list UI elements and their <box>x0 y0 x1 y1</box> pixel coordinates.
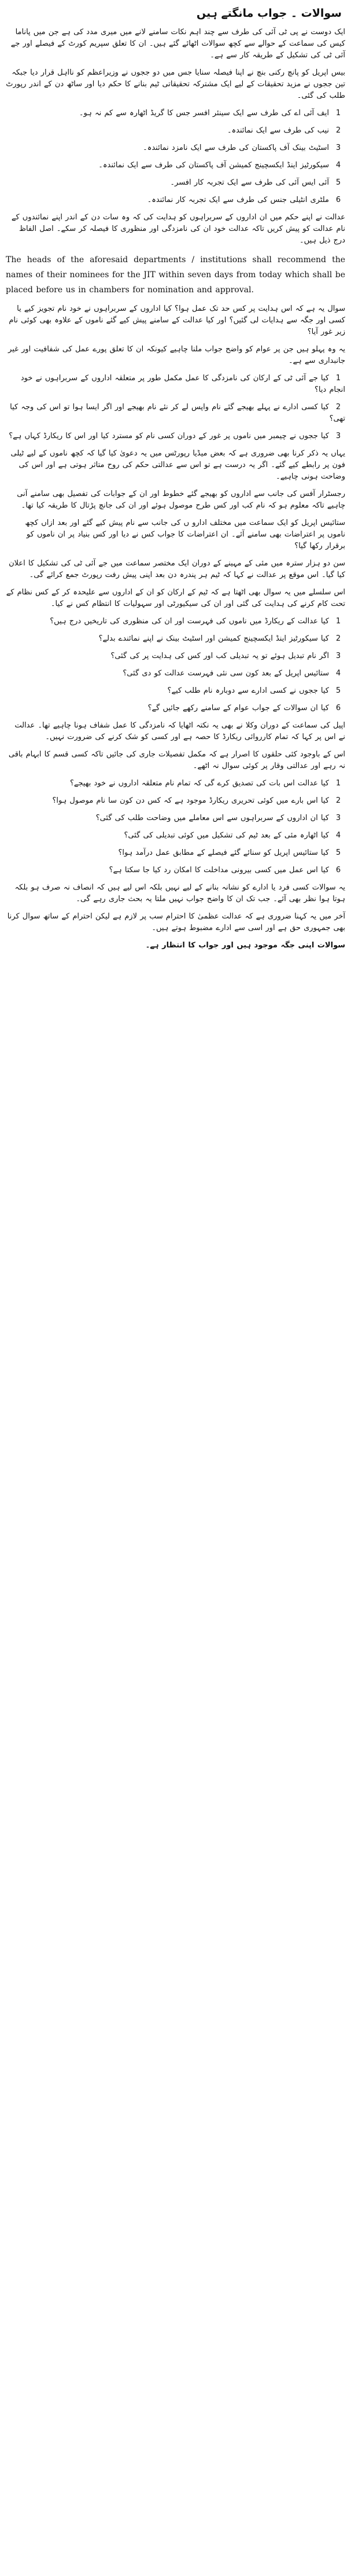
question-paragraph-1: سوال یہ ہے کہ اس ہدایت پر کس حد تک عمل ہوا؟ کیا اداروں کے سربراہوں نے خود نام تجویز کیے یا کسی اور جگہ سے ہدایات لی گئیں؟ اور کیا عدالت کے سامنے پیش کیے گئے ناموں کے علاوہ بھی کوئی نام زیر غور آیا؟ <box>9 304 345 336</box>
question-list-3 <box>6 778 345 876</box>
body-paragraph-1: یہاں یہ ذکر کرنا بھی ضروری ہے کہ بعض میڈیا رپورٹس میں یہ دعویٰ کیا گیا کہ کچھ ناموں کے لیے ٹیلی فون پر رابطے کیے گئے۔ اگر یہ درست ہے تو اس سے عدالتی حکم کی روح متاثر ہوتی ہے اور اس کی وضاحت ہونی چاہیے۔ <box>10 449 345 481</box>
item-text: کیا اٹھارہ مئی کے بعد ٹیم کی تشکیل میں کوئی تبدیلی کی گئی؟ <box>124 831 329 840</box>
item-text: کیا ان سوالات کے جواب عوام کے سامنے رکھے جائیں گے؟ <box>147 704 329 712</box>
question-paragraph-2: یہ وہ پہلو ہیں جن پر عوام کو واضح جواب ملنا چاہیے کیونکہ ان کا تعلق پورے عمل کی شفافیت اور غیر جانبداری سے ہے۔ <box>8 345 345 365</box>
item-text: کیا کسی ادارے نے پہلے بھیجے گئے نام واپس لے کر نئے نام بھیجے اور اگر ایسا ہوا تو اس کی وجہ کیا تھی؟ <box>10 403 345 423</box>
body-paragraph-2: رجسٹرار آفس کی جانب سے اداروں کو بھیجے گئے خطوط اور ان کے جوابات کی تفصیل بھی سامنے آنی چاہیے تاکہ معلوم ہو کہ نام کب اور کس طرح موصول ہوئے اور ان کی جانچ پڑتال کا طریقہ کیا تھا۔ <box>17 490 345 510</box>
item-text: کیا سیکورٹیز اینڈ ایکسچینج کمیشن اور اسٹیٹ بینک نے اپنے نمائندے بدلے؟ <box>98 634 329 643</box>
item-number: 1 <box>335 617 341 626</box>
item-text: سیکورٹیز اینڈ ایکسچینج کمیشن آف پاکستان کی طرف سے ایک نمائندہ۔ <box>98 161 329 170</box>
item-text: کیا ججوں نے چیمبر میں ناموں پر غور کے دوران کسی نام کو مسترد کیا اور اس کا ریکارڈ کہاں ہے؟ <box>9 432 329 440</box>
item-text: ملٹری انٹیلی جنس کی طرف سے ایک تجربہ کار نمائندہ۔ <box>147 196 329 204</box>
list-item <box>6 373 345 396</box>
item-text: کیا عدالت اس بات کی تصدیق کرے گی کہ تمام نام متعلقہ اداروں نے خود بھیجے؟ <box>69 779 329 788</box>
list-item <box>6 865 345 876</box>
closing-paragraph-1: یہ سوالات کسی فرد یا ادارے کو نشانہ بنانے کے لیے نہیں بلکہ اس لیے ہیں کہ انصاف نہ صرف ہو بلکہ ہوتا ہوا نظر بھی آئے۔ جب تک ان کا واضح جواب نہیں ملتا یہ بحث جاری رہے گی۔ <box>14 883 345 903</box>
item-text: کیا ان اداروں کے سربراہوں سے اس معاملے میں وضاحت طلب کی گئی؟ <box>95 814 329 822</box>
item-text: کیا عدالت کے ریکارڈ میں ناموں کی فہرست اور ان کی منظوری کی تاریخیں درج ہیں؟ <box>50 617 329 626</box>
item-number: 2 <box>335 796 341 805</box>
list-item <box>6 651 345 662</box>
list-item <box>6 108 345 119</box>
item-number: 1 <box>335 779 341 788</box>
list-item <box>6 847 345 859</box>
item-text: کیا اس بارے میں کوئی تحریری ریکارڈ موجود ہے کہ کس دن کون سا نام موصول ہوا؟ <box>52 796 329 805</box>
list-item <box>6 795 345 807</box>
question-list-1 <box>6 373 345 442</box>
body-paragraph-4: سن دو ہزار سترہ میں مئی کے مہینے کے دوران ایک مختصر سماعت میں جے آئی ٹی کی تشکیل کا اعلان کیا گیا۔ اس موقع پر عدالت نے کہا کہ ٹیم ہر پندرہ دن بعد اپنی پیش رفت رپورٹ جمع کرائے گی۔ <box>9 559 345 579</box>
item-number: 6 <box>335 866 341 874</box>
item-number: 4 <box>335 831 341 840</box>
list-item <box>6 160 345 171</box>
question-list-2 <box>6 616 345 714</box>
item-number: 3 <box>335 814 341 822</box>
item-text: آئی ایس آئی کی طرف سے ایک تجربہ کار افسر۔ <box>170 178 329 187</box>
closing-line: سوالات اپنی جگہ موجود ہیں اور جواب کا انتظار ہے۔ <box>145 941 345 950</box>
item-text: کیا ججوں نے کسی ادارے سے دوبارہ نام طلب کیے؟ <box>167 686 329 695</box>
item-text: نیب کی طرف سے ایک نمائندہ۔ <box>227 126 329 135</box>
item-number: 3 <box>335 652 341 660</box>
item-number: 5 <box>335 848 341 857</box>
lead-paragraph-1: ایک دوست نے پی ٹی آئی کی طرف سے چند اہم نکات سامنے لانے میں میری مدد کی ہے جن میں پاناما کیس کی سماعت کے حوالے سے کچھ سوالات اٹھائے گئے ہیں۔ ان کا تعلق سپریم کورٹ کے فیصلے اور جے آئی ٹی کی تشکیل کے طریقہ کار سے ہے۔ <box>10 28 345 60</box>
lead-section <box>6 27 345 102</box>
item-number: 4 <box>335 161 341 170</box>
list-item <box>6 431 345 442</box>
list-item <box>6 685 345 697</box>
list-item <box>6 177 345 189</box>
item-text: اسٹیٹ بینک آف پاکستان کی طرف سے ایک نامزد نمائندہ۔ <box>143 144 329 152</box>
item-text: کیا جے آئی ٹی کے ارکان کی نامزدگی کا عمل مکمل طور پر متعلقہ اداروں کے سربراہوں نے خود انجام دیا؟ <box>20 374 345 394</box>
list-item <box>6 633 345 645</box>
item-text: اگر نام تبدیل ہوئے تو یہ تبدیلی کب اور کس کی ہدایت پر کی گئی؟ <box>110 652 329 660</box>
item-number: 6 <box>335 704 341 712</box>
list-item <box>6 668 345 679</box>
item-text: کیا ستائیس اپریل کو سنائے گئے فیصلے کے مطابق عمل درآمد ہوا؟ <box>118 848 329 857</box>
item-number: 3 <box>335 432 341 440</box>
list-item <box>6 813 345 824</box>
english-quote: The heads of the aforesaid departments / institutions shall recommend the names of their nominees for the JIT within seven days from today which shall be placed before us in chambers for nomination and approval. <box>6 255 345 295</box>
body-paragraph-7: اس کے باوجود کئی حلقوں کا اصرار ہے کہ مکمل تفصیلات جاری کی جائیں تاکہ کسی قسم کا ابہام باقی نہ رہے اور عدالتی وقار پر کوئی سوال نہ اٹھے۔ <box>8 750 345 770</box>
item-number: 5 <box>335 686 341 695</box>
article-title: سوالات ۔ جواب مانگتے ہیں <box>196 7 342 20</box>
item-number: 5 <box>335 178 341 187</box>
item-text: کیا اس عمل میں کسی بیرونی مداخلت کا امکان رد کیا جا سکتا ہے؟ <box>109 866 329 874</box>
list-item <box>6 194 345 206</box>
item-number: 1 <box>335 109 341 117</box>
body-paragraph-5: اس سلسلے میں یہ سوال بھی اٹھتا ہے کہ ٹیم کے ارکان کو ان کے اداروں سے علیحدہ کر کے کس نظام کے تحت کام کرنے کی ہدایت کی گئی اور ان کی سیکیورٹی اور سہولیات کا انتظام کس نے کیا۔ <box>6 588 345 608</box>
item-number: 6 <box>335 196 341 204</box>
list-item <box>6 125 345 137</box>
list-item <box>6 830 345 841</box>
list-item <box>6 703 345 714</box>
list-item <box>6 142 345 154</box>
list-item <box>6 778 345 789</box>
order-intro-paragraph: عدالت نے اپنے حکم میں ان اداروں کے سربراہوں کو ہدایت کی کہ وہ سات دن کے اندر اپنے نمائندوں کے نام عدالت کو پیش کریں تاکہ عدالت خود ان کی نامزدگی اور منظوری کا فیصلہ کر سکے۔ اصل الفاظ درج ذیل ہیں۔ <box>11 213 345 245</box>
article-body <box>6 27 345 951</box>
item-number: 1 <box>335 374 341 383</box>
member-list <box>6 108 345 206</box>
item-number: 3 <box>335 144 341 152</box>
list-item <box>6 616 345 627</box>
list-item <box>6 402 345 425</box>
item-number: 2 <box>335 403 341 411</box>
lead-paragraph-2: بیس اپریل کو پانچ رکنی بنچ نے اپنا فیصلہ سنایا جس میں دو ججوں نے وزیراعظم کو نااہل قرار دیا جبکہ تین ججوں نے مزید تحقیقات کے لیے ایک مشترکہ تحقیقاتی ٹیم بنانے کا حکم دیا اور ساٹھ دن کے اندر رپورٹ طلب کی گئی۔ <box>6 68 345 100</box>
body-paragraph-3: ستائیس اپریل کو ایک سماعت میں مختلف ادارو ں کی جانب سے نام پیش کیے گئے اور بعد ازاں کچھ ناموں پر اعتراضات بھی سامنے آئے۔ ان اعتراضات کا جواب کس نے دیا اور کس بنیاد پر ان ناموں کو برقرار رکھا گیا؟ <box>25 519 345 550</box>
body-paragraph-6: اپیل کی سماعت کے دوران وکلا نے بھی یہ نکتہ اٹھایا کہ نامزدگی کا عمل شفاف ہونا چاہیے تھا۔ عدالت نے اس پر کہا کہ تمام کارروائی ریکارڈ کا حصہ ہے اور کسی کو شک کرنے کی ضرورت نہیں۔ <box>14 721 345 741</box>
item-number: 2 <box>335 634 341 643</box>
item-text: ایف آئی اے کی طرف سے ایک سینئر افسر جس کا گریڈ اٹھارہ سے کم نہ ہو۔ <box>79 109 329 117</box>
closing-paragraph-2: آخر میں یہ کہنا ضروری ہے کہ عدالت عظمیٰ کا احترام سب پر لازم ہے لیکن احترام کے ساتھ سوال کرنا بھی جمہوری حق ہے اور اسی سے ادارے مضبوط ہوتے ہیں۔ <box>7 912 345 932</box>
item-text: ستائیس اپریل کے بعد کون سی نئی فہرست عدالت کو دی گئی؟ <box>123 669 329 678</box>
item-number: 2 <box>335 126 341 135</box>
item-number: 4 <box>335 669 341 678</box>
